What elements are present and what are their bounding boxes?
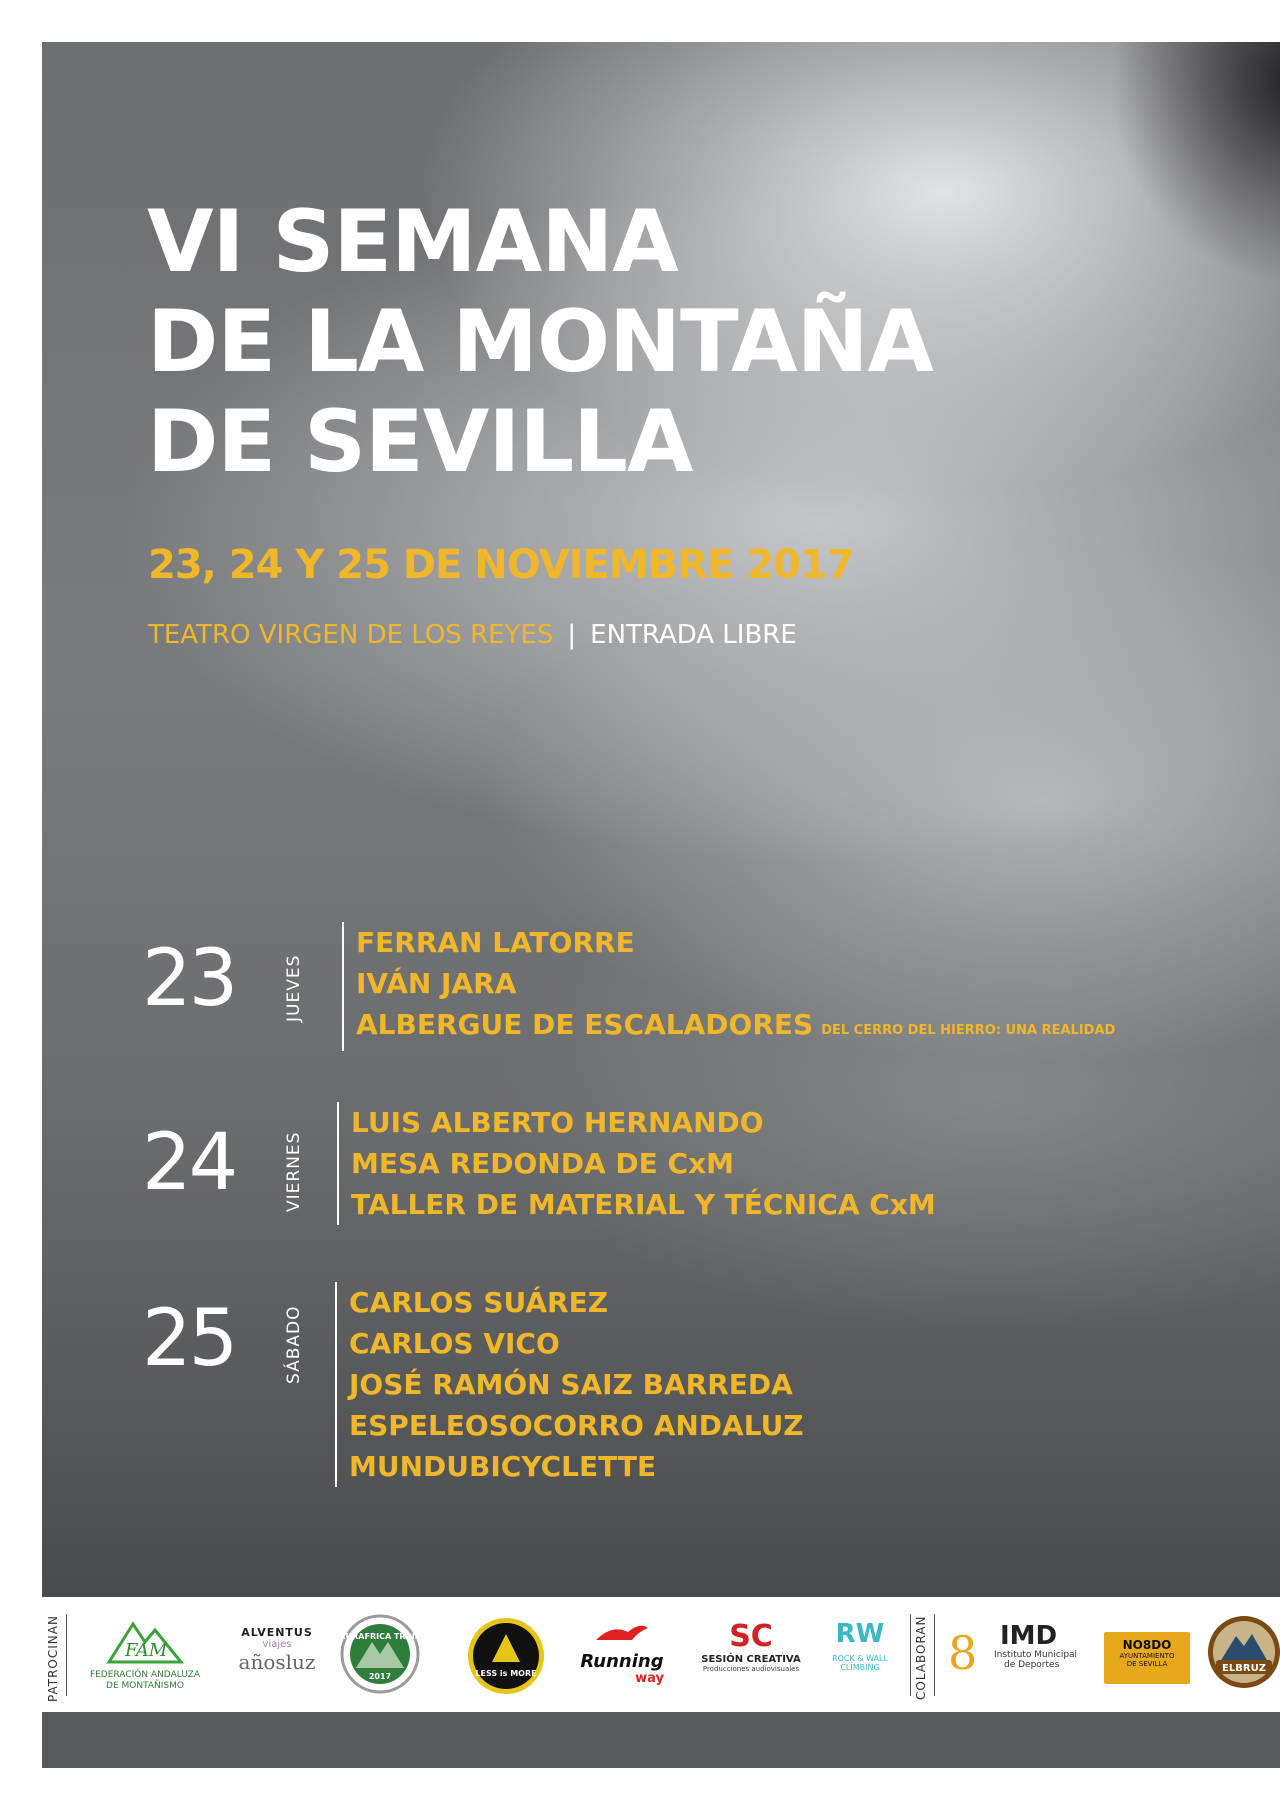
program-item: MESA REDONDA DE CxM (351, 1147, 734, 1180)
day-items (335, 1282, 804, 1487)
lessismore-name: LESS is MORE (475, 1669, 537, 1678)
sesion-sub: Producciones audiovisuales (702, 1665, 800, 1673)
ayto-line-1: AYUNTAMIENTO (1119, 1652, 1175, 1660)
eurafrica-badge-icon (338, 1612, 422, 1696)
sponsors-label: PATROCINAN (46, 1615, 60, 1702)
fam-caption-1: FEDERACIÓN ANDALUZA (89, 1670, 201, 1680)
sesion-name: SESIÓN CREATIVA (701, 1654, 801, 1665)
program-item: TALLER DE MATERIAL Y TÉCNICA CxM (351, 1188, 936, 1221)
program-item (356, 1004, 1115, 1051)
rock-wall-logo (826, 1614, 894, 1672)
day-number: 24 (142, 1118, 236, 1208)
day-block-24 (142, 1102, 1242, 1272)
day-weekday: JUEVES (284, 954, 304, 1022)
program-item-note: DEL CERRO DEL HIERRO: UNA REALIDAD (821, 1023, 1116, 1038)
program-item: IVÁN JARA (356, 967, 517, 1000)
program-item: JOSÉ RAMÓN SAIZ BARREDA (349, 1368, 793, 1401)
eurafrica-name: EURAFRICA TRAIL (340, 1632, 420, 1641)
alventus-logo (227, 1626, 327, 1673)
running-name: Running (580, 1651, 664, 1672)
fam-logo (80, 1618, 210, 1692)
imd-mark: IMD (1000, 1621, 1058, 1651)
poster-background (42, 42, 1280, 1597)
elbruz-name: ELBRUZ (1222, 1663, 1266, 1674)
elbruz-badge-icon (1206, 1614, 1280, 1690)
day-items (342, 922, 1115, 1051)
imd-line-2: de Deportes (1004, 1660, 1060, 1670)
eurafrica-year: 2017 (368, 1672, 392, 1681)
ayto-line-2: DE SEVILLA (1126, 1660, 1168, 1668)
imd-logo (942, 1621, 1102, 1680)
running-bird-icon (592, 1622, 652, 1648)
event-title (147, 192, 933, 492)
fam-mark: FAM (125, 1640, 168, 1661)
venue-name: TEATRO VIRGEN DE LOS REYES (148, 620, 554, 650)
venue-separator: | (567, 620, 577, 650)
rockwall-name: ROCK & WALL (832, 1654, 888, 1663)
rockwall-mark: RW (835, 1619, 885, 1649)
anosluz-name: añosluz (238, 1650, 316, 1674)
program-item: CARLOS VICO (349, 1327, 560, 1360)
day-number: 23 (142, 934, 236, 1024)
program-item-text: ALBERGUE DE ESCALADORES (356, 1008, 814, 1041)
title-line-1: VI SEMANA (147, 192, 678, 292)
ayuntamiento-logo (1104, 1632, 1190, 1684)
bottom-bar (42, 1712, 1280, 1768)
program-item: LUIS ALBERTO HERNANDO (351, 1106, 764, 1139)
imd-symbol-icon: 8 (948, 1626, 978, 1680)
day-items (337, 1102, 936, 1225)
lessismore-icon (466, 1616, 546, 1696)
sponsors-divider (66, 1614, 67, 1696)
collaborators-divider-left (910, 1614, 911, 1696)
day-block-23 (142, 922, 1242, 1092)
day-weekday: VIERNES (284, 1131, 304, 1212)
sesion-creativa-logo (696, 1620, 806, 1673)
sponsor-band (42, 1600, 1280, 1708)
title-line-2: DE LA MONTAÑA (147, 292, 934, 392)
program-item: ESPELEOSOCORRO ANDALUZ (349, 1409, 804, 1442)
program-item: FERRAN LATORRE (356, 926, 635, 959)
elbruz-logo (1206, 1614, 1280, 1690)
eurafrica-logo (338, 1612, 422, 1696)
rockwall-sub: CLIMBING (840, 1663, 880, 1672)
day-weekday: SÁBADO (284, 1305, 304, 1384)
program-item: CARLOS SUÁREZ (349, 1286, 609, 1319)
event-dates: 23, 24 Y 25 DE NOVIEMBRE 2017 (148, 542, 854, 588)
running-sub: way (635, 1671, 664, 1686)
program-item: MUNDUBICYCLETTE (349, 1450, 657, 1483)
day-block-25 (142, 1282, 1242, 1542)
entry-note: ENTRADA LIBRE (590, 620, 797, 650)
title-line-3: DE SEVILLA (147, 392, 693, 492)
running-way-logo (562, 1622, 682, 1686)
sesion-mark: SC (729, 1619, 773, 1654)
mountain-icon (105, 1618, 185, 1666)
lessismore-logo (466, 1616, 546, 1696)
ayto-mark: NO8DO (1122, 1638, 1172, 1652)
alventus-sub: viajes (262, 1639, 292, 1650)
imd-line-1: Instituto Municipal (994, 1650, 1078, 1660)
alventus-name: ALVENTUS (241, 1626, 313, 1639)
fam-caption-2: DE MONTAÑISMO (106, 1681, 184, 1691)
collaborators-divider (934, 1614, 935, 1696)
collaborators-label: COLABORAN (914, 1615, 928, 1700)
day-number: 25 (142, 1294, 236, 1384)
venue-line (148, 620, 797, 650)
